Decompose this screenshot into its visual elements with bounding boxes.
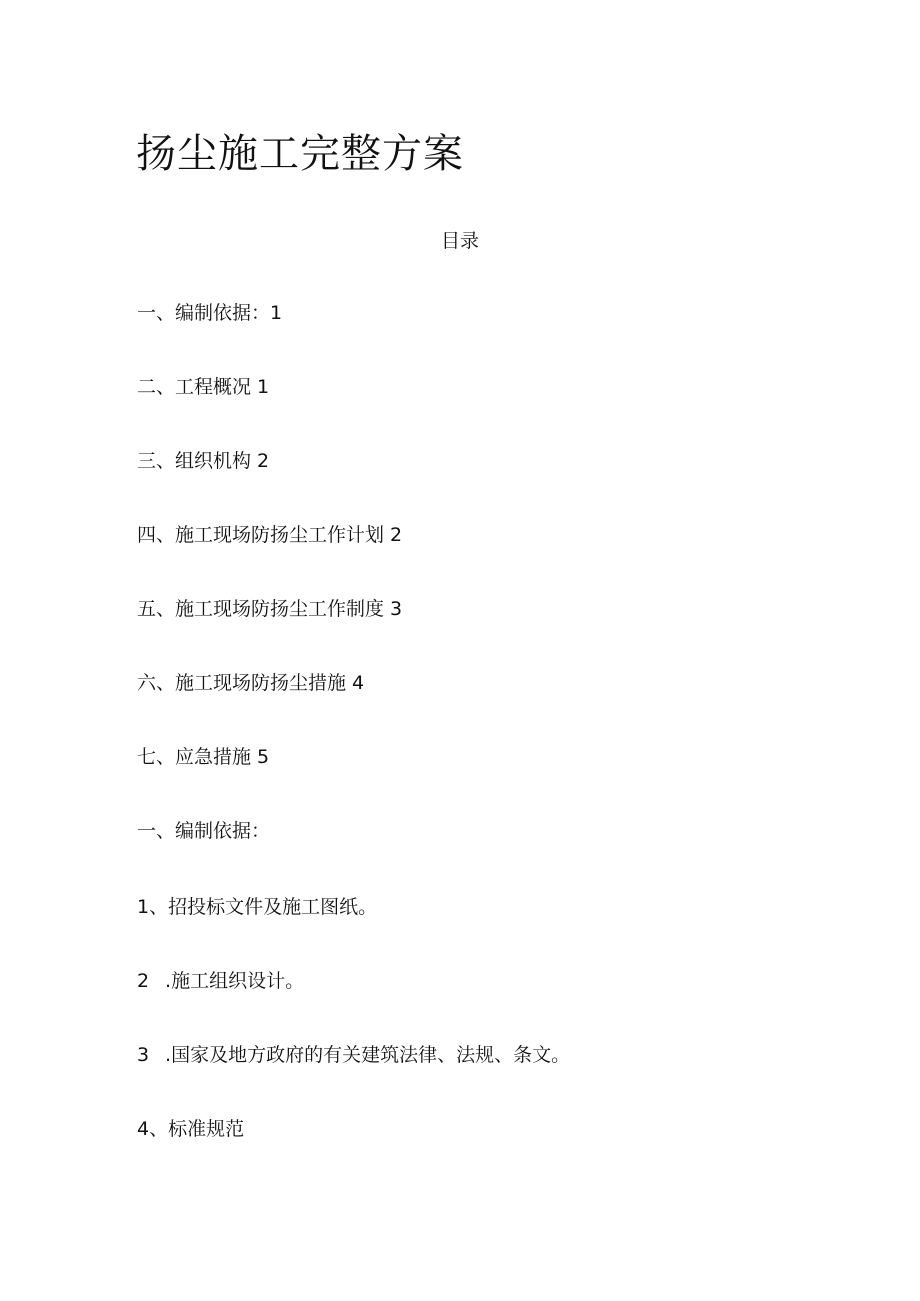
list-item-text: 、标准规范: [149, 1118, 245, 1140]
list-item-text: .国家及地方政府的有关建筑法律、法规、条文。: [159, 1044, 571, 1066]
list-item-number: 1: [137, 896, 150, 918]
toc-item: 一、编制依据：1: [137, 302, 283, 324]
list-item: [137, 1042, 570, 1068]
document-title: 扬尘施工完整方案: [136, 131, 464, 177]
section-heading: 一、编制依据：: [137, 820, 271, 842]
toc-item: 四、施工现场防扬尘工作计划 2: [137, 524, 403, 546]
toc-item: 六、施工现场防扬尘措施 4: [137, 672, 365, 694]
list-item: [137, 968, 304, 994]
list-item-number: 2: [137, 970, 150, 992]
toc-item: 二、工程概况 1: [137, 376, 270, 398]
list-item-number: 4: [137, 1118, 150, 1140]
list-item: [137, 1116, 244, 1142]
toc-item: 七、应急措施 5: [137, 746, 270, 768]
list-item: [137, 894, 377, 920]
toc-heading: 目录: [440, 230, 479, 252]
toc-item: 三、组织机构 2: [137, 450, 270, 472]
list-item-number: 3: [137, 1044, 150, 1066]
list-item-text: .施工组织设计。: [159, 970, 305, 992]
toc-item: 五、施工现场防扬尘工作制度 3: [137, 598, 403, 620]
list-item-text: 、招投标文件及施工图纸。: [149, 896, 378, 918]
